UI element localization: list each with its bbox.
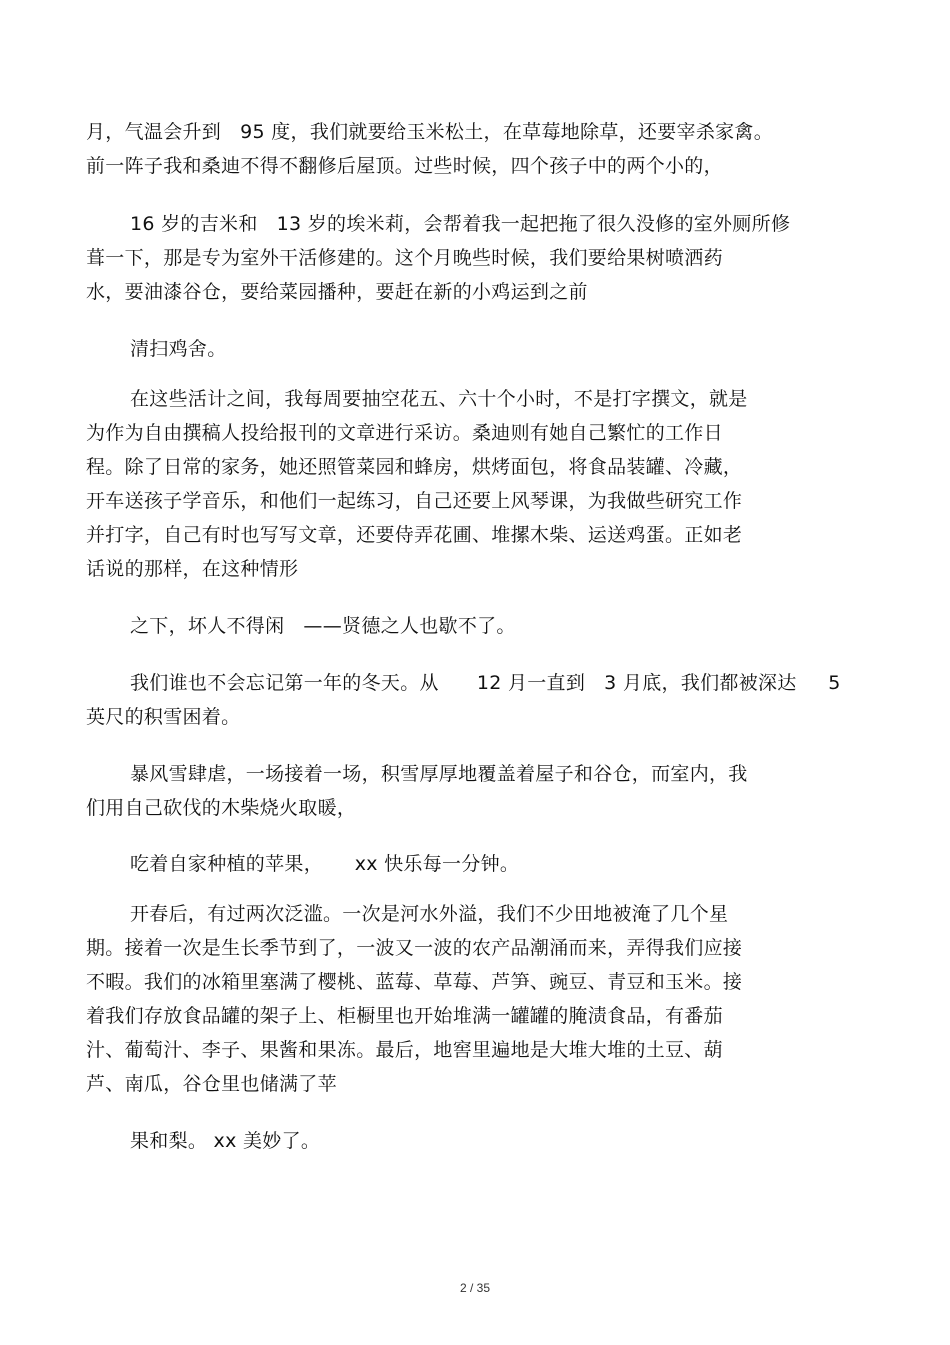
text-line: 水，要油漆谷仓，要给菜园播种，要赶在新的小鸡运到之前	[86, 281, 588, 303]
text-line: 16 岁的吉米和 13 岁的埃米莉，会帮着我一起把拖了很久没修的室外厕所修	[130, 213, 791, 235]
text-line: 清扫鸡舍。	[130, 338, 227, 360]
text-line: 前一阵子我和桑迪不得不翻修后屋顶。过些时候，四个孩子中的两个小的，	[86, 155, 723, 177]
text-line: 汁、葡萄汁、李子、果酱和果冻。最后，地窖里遍地是大堆大堆的土豆、葫	[86, 1039, 723, 1061]
text-line: 吃着自家种植的苹果， xx 快乐每一分钟。	[130, 853, 520, 875]
text-line: 开春后，有过两次泛滥。一次是河水外溢，我们不少田地被淹了几个星	[130, 903, 729, 925]
text-line: 芦、南瓜，谷仓里也储满了苹	[86, 1073, 337, 1095]
text-line: 果和梨。 xx 美妙了。	[130, 1130, 321, 1152]
text-line: 我们谁也不会忘记第一年的冬天。从 12 月一直到 3 月底，我们都被深达 5	[130, 672, 841, 694]
text-line: 在这些活计之间，我每周要抽空花五、六十个小时，不是打字撰文，就是	[130, 388, 748, 410]
text-line: 葺一下，那是专为室外干活修建的。这个月晚些时候，我们要给果树喷洒药	[86, 247, 723, 269]
text-line: 月，气温会升到 95 度，我们就要给玉米松土，在草莓地除草，还要宰杀家禽。	[86, 121, 774, 143]
text-line: 们用自己砍伐的木柴烧火取暖，	[86, 797, 357, 819]
text-line: 不暇。我们的冰箱里塞满了樱桃、蓝莓、草莓、芦笋、豌豆、青豆和玉米。接	[86, 971, 743, 993]
text-line: 之下，坏人不得闲 ——贤德之人也歇不了。	[130, 615, 516, 637]
text-line: 开车送孩子学音乐，和他们一起练习，自己还要上风琴课，为我做些研究工作	[86, 490, 743, 512]
text-line: 为作为自由撰稿人投给报刊的文章进行采访。桑迪则有她自己繁忙的工作日	[86, 422, 723, 444]
text-line: 着我们存放食品罐的架子上、柜橱里也开始堆满一罐罐的腌渍食品，有番茄	[86, 1005, 723, 1027]
page-number: 2 / 35	[459, 1281, 491, 1295]
text-line: 暴风雪肆虐，一场接着一场，积雪厚厚地覆盖着屋子和谷仓，而室内，我	[130, 763, 748, 785]
text-line: 英尺的积雪困着。	[86, 706, 241, 728]
text-line: 期。接着一次是生长季节到了，一波又一波的农产品潮涌而来，弄得我们应接	[86, 937, 743, 959]
text-line: 程。除了日常的家务，她还照管菜园和蜂房，烘烤面包，将食品装罐、冷藏，	[86, 456, 743, 478]
text-line: 话说的那样，在这种情形	[86, 558, 299, 580]
text-line: 并打字，自己有时也写写文章，还要侍弄花圃、堆摞木柴、运送鸡蛋。正如老	[86, 524, 743, 546]
